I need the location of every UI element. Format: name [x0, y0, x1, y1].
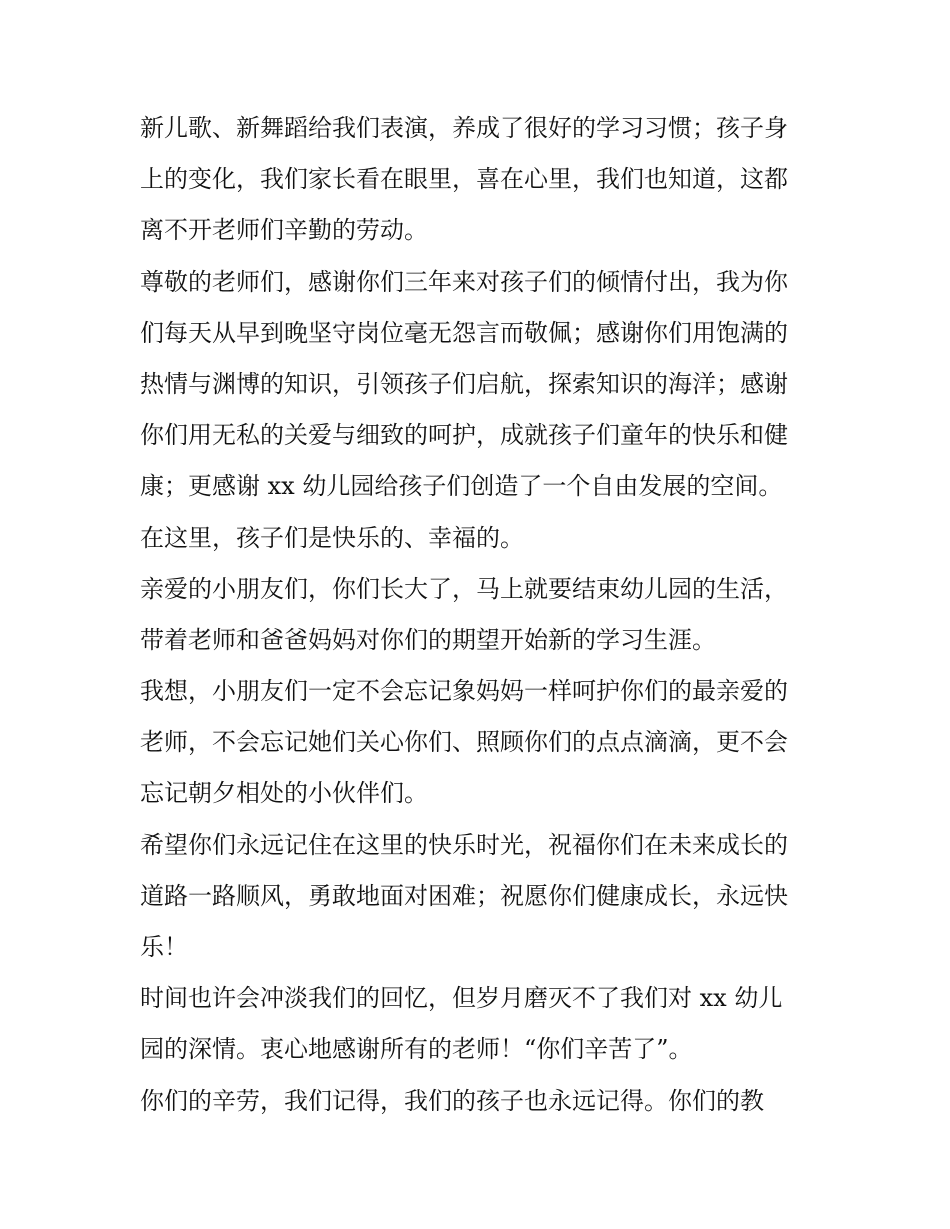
- text-line: 在这里，孩子们是快乐的、幸福的。: [140, 523, 524, 552]
- text-line: 康；更感谢 xx 幼儿园给孩子们创造了一个自由发展的空间。: [140, 472, 783, 501]
- text-line: 热情与渊博的知识，引领孩子们启航，探索知识的海洋；感谢: [140, 369, 788, 398]
- text-line: 忘记朝夕相处的小伙伴们。: [140, 779, 428, 808]
- text-line: 们每天从早到晚坚守岗位毫无怨言而敬佩；感谢你们用饱满的: [140, 318, 788, 347]
- text-line: 带着老师和爸爸妈妈对你们的期望开始新的学习生涯。: [140, 625, 716, 654]
- text-line: 希望你们永远记住在这里的快乐时光，祝福你们在未来成长的: [140, 830, 788, 859]
- text-line: 上的变化，我们家长看在眼里，喜在心里，我们也知道，这都: [140, 165, 788, 194]
- text-line: 亲爱的小朋友们，你们长大了，马上就要结束幼儿园的生活，: [140, 574, 788, 603]
- text-line: 我想，小朋友们一定不会忘记象妈妈一样呵护你们的最亲爱的: [140, 677, 788, 706]
- text-line: 你们用无私的关爱与细致的呵护，成就孩子们童年的快乐和健: [140, 421, 788, 450]
- text-line: 老师，不会忘记她们关心你们、照顾你们的点点滴滴，更不会: [140, 728, 788, 757]
- text-line: 你们的辛劳，我们记得，我们的孩子也永远记得。你们的教: [140, 1086, 764, 1115]
- body-text: [140, 103, 820, 1127]
- text-line: 离不开老师们辛勤的劳动。: [140, 216, 428, 245]
- text-line: 道路一路顺风，勇敢地面对困难；祝愿你们健康成长，永远快: [140, 881, 788, 910]
- text-line: 新儿歌、新舞蹈给我们表演，养成了很好的学习习惯；孩子身: [140, 114, 788, 142]
- text-line: 时间也许会冲淡我们的回忆，但岁月磨灭不了我们对 xx 幼儿: [140, 984, 783, 1013]
- text-line: 尊敬的老师们，感谢你们三年来对孩子们的倾情付出，我为你: [140, 267, 788, 296]
- text-line: 园的深情。衷心地感谢所有的老师！“你们辛苦了”。: [140, 1035, 693, 1064]
- text-line: 乐！: [140, 933, 188, 961]
